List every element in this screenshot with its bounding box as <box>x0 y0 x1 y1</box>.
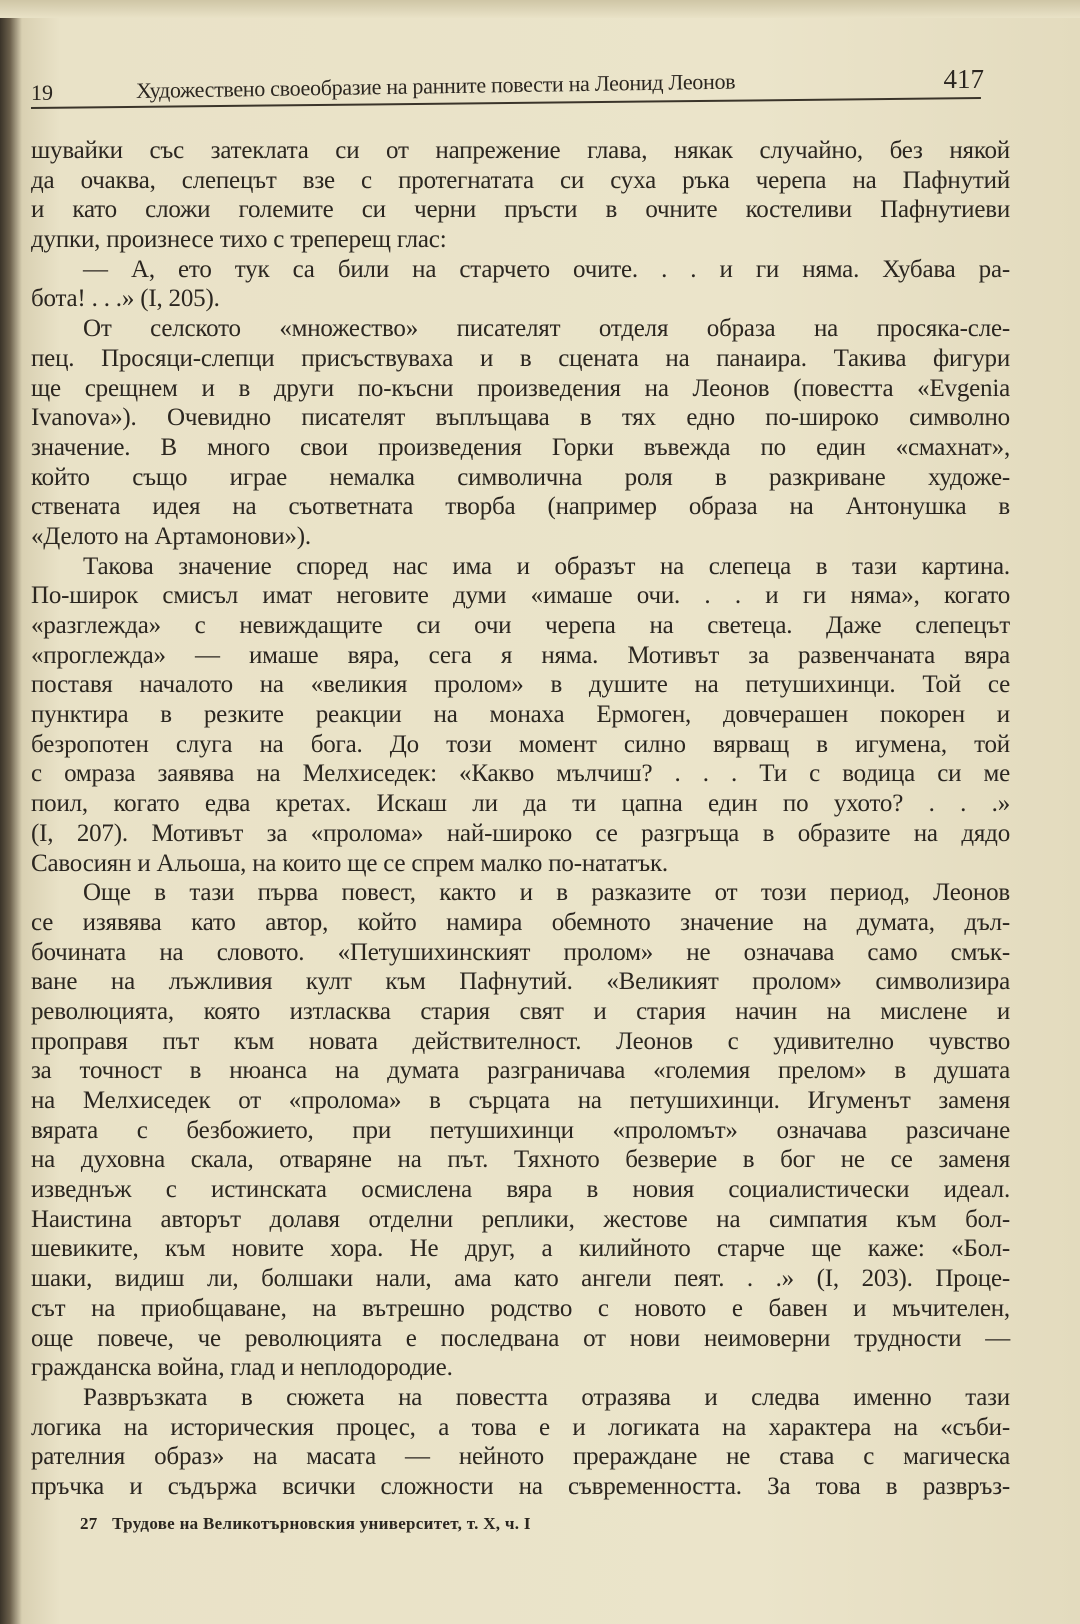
text-line: «проглежда» — имаше вяра, сега я няма. Мотивът за развенчаната вяра <box>31 641 1010 669</box>
text-line: пунктира в резките реакции на монаха Ермоген, довчерашен покорен и <box>31 701 1010 729</box>
text-line: пръчка и съдържа всички сложности на съвременността. За това в развръз- <box>31 1472 1010 1500</box>
text-line: шевиките, към новите хора. Не друг, а килийното старче ще каже: «Бол- <box>31 1235 1010 1263</box>
text-line: шувайки със затеклата си от напрежение глава, някак случайно, без някой <box>31 137 1010 164</box>
text-line: Още в тази първа повест, както и в разказите от този период, Леонов <box>83 879 1010 907</box>
text-line: логика на историческия процес, а това е и логиката на характера на «съби- <box>31 1413 1010 1441</box>
text-line: Ivanova»). Очевидно писателят въплъщава в тях едно по-широко символно <box>31 404 1010 432</box>
footer-signature <box>80 1514 531 1534</box>
text-line: От селското «множество» писателят отделя образа на просяка-сле- <box>83 315 1010 343</box>
text-line: да очаква, слепецът взе с протегнатата си суха ръка черепа на Пафнутий <box>31 166 1010 194</box>
text-line: революцията, която изтласква стария свят и стария начин на мислене и <box>31 997 1010 1025</box>
text-line: «Делото на Артамонови»). <box>31 522 311 550</box>
signature-number: 27 <box>80 1514 98 1533</box>
text-line: — А, ето тук са били на старчето очите. . . и ги няма. Хубава ра- <box>83 255 1010 283</box>
text-line: ване на лъжливия култ към Пафнутий. «Великият пролом» символизира <box>31 968 1010 996</box>
text-line: сът на приобщаване, на вътрешно родство с новото е бавен и мъчителен, <box>31 1294 1010 1322</box>
text-line: още повече, че революцията е последвана от нови неимоверни трудности — <box>31 1324 1010 1352</box>
text-line: бота! . . .» (I, 205). <box>31 285 220 313</box>
text-line: проправя път към новата действителност. Леонов с удивително чувство <box>31 1027 1010 1055</box>
text-line: бочината на словото. «Петушихинският пролом» не означава само смък- <box>31 938 1010 966</box>
text-line: Развръзката в сюжета на повестта отразява и следва именно тази <box>83 1383 1010 1411</box>
text-line: Наистина авторът долавя отделни реплики, жестове на симпатия към бол- <box>31 1205 1010 1233</box>
text-line: поил, когато едва кретах. Искаш ли да ти цапна един по ухото? . . .» <box>31 790 1010 818</box>
text-line: на Мелхиседек от «пролома» в сърцата на петушихинци. Игуменът заменя <box>31 1087 1010 1114</box>
section-number: 19 <box>31 80 53 105</box>
text-line: значение. В много свои произведения Горки въвежда по един «смахнат», <box>31 433 1010 461</box>
text-line: вярата с безбожието, при петушихинци «проломът» означава разсичане <box>31 1116 1010 1144</box>
text-line: се изявява като автор, който намира обемното значение на думата, дъл- <box>31 908 1010 936</box>
text-line: гражданска война, глад и неплодородие. <box>31 1354 453 1382</box>
text-line: за точност в нюанса на думата разграничава «големия прелом» в душата <box>31 1057 1010 1085</box>
text-line: рателния образ» на масата — нейното прераждане не става с магическа <box>31 1443 1010 1471</box>
text-line: По-широк смисъл имат неговите думи «имаше очи. . . и ги няма», когато <box>31 582 1010 610</box>
text-line: който също играе немалка символична роля в разкриване художе- <box>31 463 1010 491</box>
text-line: Такова значение според нас има и образът на слепеца в тази картина. <box>83 552 1010 580</box>
text-line: изведнъж с истинската осмислена вяра в новия социалистически идеал. <box>31 1176 1010 1204</box>
text-line: (I, 207). Мотивът за «пролома» най-широко се разгръща в образите на дядо <box>31 819 1010 847</box>
running-title: Художествено своеобразие на ранните повести на Леонид Леонов <box>135 68 736 103</box>
running-header <box>31 64 986 106</box>
text-line: «разглежда» с невиждащите си очи черепа на светеца. Даже слепецът <box>31 612 1010 639</box>
text-line: ще срещнем и в други по-късни произведения на Леонов (повестта «Evgenia <box>31 374 1010 402</box>
text-line: безропотен слуга на бога. До този момент силно вярващ в игумена, той <box>31 730 1010 758</box>
text-line: пец. Просяци-слепци присъствуваха и в сцената на панаира. Такива фигури <box>31 344 1010 372</box>
page-edge-shadow <box>0 0 1080 18</box>
text-line: ствената идея на съответната творба (например образа на Антонушка в <box>31 493 1010 521</box>
text-line: и като сложи големите си черни пръсти в очните костеливи Пафнутиеви <box>31 196 1010 224</box>
text-line: дупки, произнесе тихо с треперещ глас: <box>31 226 447 254</box>
text-line: на духовна скала, отваряне на път. Тяхното безверие в бог не се заменя <box>31 1146 1010 1174</box>
text-line: с омраза заявява на Мелхиседек: «Какво мълчиш? . . . Ти с водица си ме <box>31 760 1010 788</box>
text-line: поставя началото на «великия пролом» в душите на петушихинци. Той се <box>31 671 1010 699</box>
text-line: шаки, видиш ли, болшаки нали, ама като ангели пеят. . .» (I, 203). Проце- <box>31 1265 1010 1293</box>
page-number: 417 <box>943 64 984 94</box>
body-text <box>31 136 1010 1502</box>
text-line: Савосиян и Альоша, на които ще се спрем малко по-нататък. <box>31 849 668 877</box>
publication-title: Трудове на Великотърновския университет, т. X, ч. I <box>112 1514 531 1533</box>
